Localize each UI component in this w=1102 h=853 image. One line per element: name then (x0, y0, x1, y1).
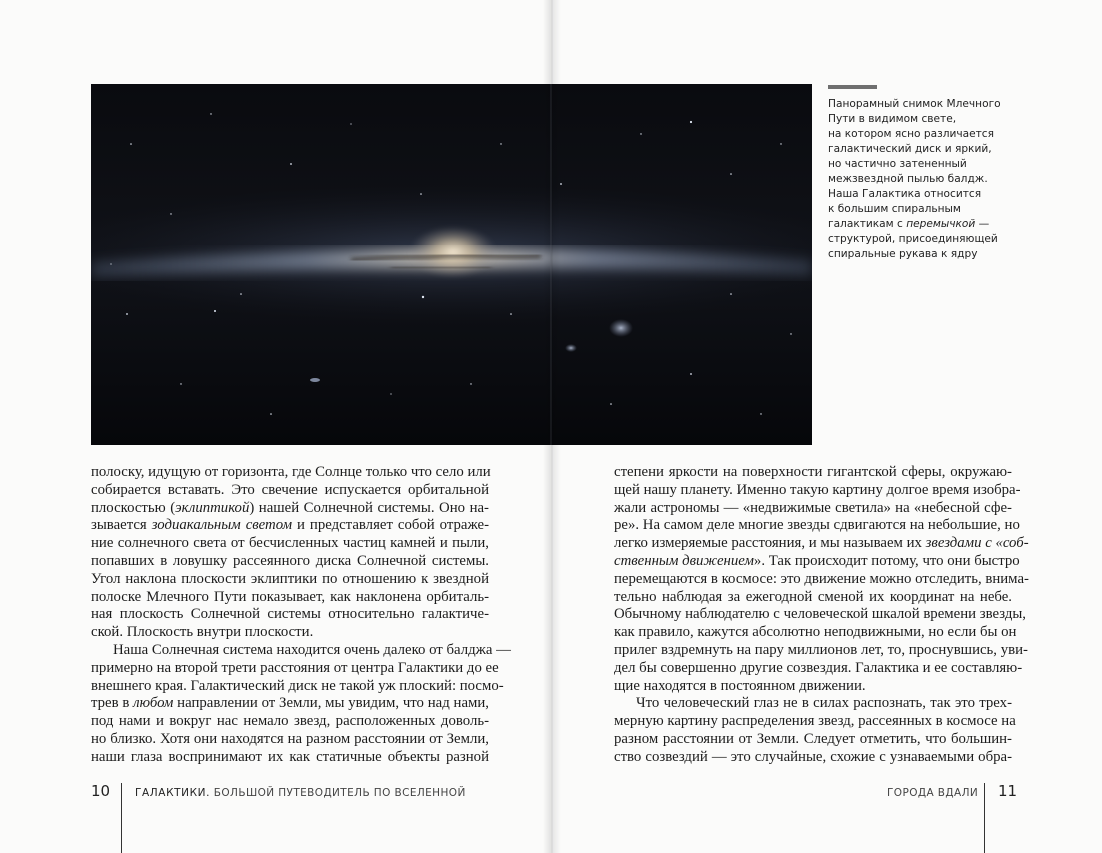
caption-line (828, 217, 1018, 232)
text-run: плоскостью ( (91, 499, 176, 516)
text-line: разном расстоянии от Земли. Следует отметить, что большин- (614, 730, 1012, 747)
text-line: тельно наблюдая за ежегодной сменой их координат на небе. (614, 588, 1012, 605)
text-run: ) нашей Солнечной системы. Оно на- (249, 499, 489, 516)
text-line: Угол наклона плоскости эклиптики по отношению к звездной (91, 570, 489, 587)
italic-term: звездами с «соб- (925, 535, 1029, 552)
caption-line: межзвездной пылью балдж. (828, 173, 988, 185)
running-head-right: ГОРОДА ВДАЛИ (887, 787, 979, 799)
italic-term: ственным движением (614, 552, 754, 569)
caption-text: галактикам с (828, 218, 907, 230)
caption-line: Наша Галактика относится (828, 188, 982, 200)
caption-line: на котором ясно различается (828, 128, 994, 140)
caption-line: спиральные рукава к ядру (828, 248, 978, 260)
text-line: примерно на второй трети расстояния от центра Галактики до ее (91, 659, 499, 676)
text-line: степени яркости на поверхности гигантской сферы, окружаю- (614, 464, 1012, 480)
footer-rule-left (121, 783, 122, 853)
text-line: попавших в ловушку рассеянного диска Солнечной системы. (91, 552, 489, 569)
text-line: но близко. Хотя они находятся на разном расстоянии от Земли, (91, 730, 489, 747)
caption-rule (828, 85, 877, 89)
text-line: наши глаза воспринимают их как статичные объекты разной (91, 748, 489, 765)
book-spine-shadow (543, 0, 561, 853)
running-head-left (135, 787, 466, 799)
text-line: прилег вздремнуть на пару миллионов лет, то, проснувшись, уви- (614, 641, 1028, 658)
text-line: внешнего края. Галактический диск не такой уж плоский: посмо- (91, 677, 504, 694)
right-page-number: 11 (998, 782, 1018, 800)
text-line: Обычному наблюдателю с человеческой шкалой времени звезды, (614, 606, 1026, 623)
book-subtitle: БОЛЬШОЙ ПУТЕВОДИТЕЛЬ ПО ВСЕЛЕННОЙ (210, 787, 466, 799)
text-line: Что человеческий глаз не в силах распознать, так это трех- (636, 695, 1012, 712)
text-line: щие находятся в постоянном движении. (614, 677, 866, 694)
text-line (614, 535, 1029, 553)
text-line: ная плоскость Солнечной системы относительно галактиче- (91, 606, 489, 623)
text-line: собирается вставать. Это свечение испускается орбитальной (91, 481, 489, 498)
text-line: под нами и вокруг нас немало звезд, расположенных доволь- (91, 713, 489, 730)
left-page-number: 10 (91, 782, 111, 800)
footer-rule-right (984, 783, 985, 853)
caption-text: — (975, 218, 990, 230)
text-run: зывается (91, 517, 152, 534)
text-line (91, 500, 489, 518)
text-line (91, 517, 489, 535)
text-line (614, 552, 1020, 571)
text-run: ». Так происходит потому, что они быстро (753, 552, 1020, 569)
text-line: дел бы совершенно другие созвездия. Галактика и ее составляю- (614, 659, 1023, 676)
right-body-text (614, 464, 1029, 767)
text-line: ской. Плоскость внутри плоскости. (91, 624, 314, 641)
left-body-text (91, 464, 511, 767)
book-title: ГАЛАКТИКИ. (135, 787, 211, 799)
caption-line: структурой, присоединяющей (828, 233, 998, 245)
text-run: направлении от Земли, мы увидим, что над нами, (173, 695, 489, 712)
caption-line: Пути в видимом свете, (828, 113, 957, 125)
text-line: ние солнечного света от бесчисленных частиц камней и пыли, (91, 535, 489, 552)
text-line: Наша Солнечная система находится очень далеко от балджа — (113, 641, 511, 658)
caption-line: Панорамный снимок Млечного (828, 98, 1001, 110)
text-run: трев в (91, 695, 134, 712)
text-line: мерную картину распределения звезд, рассеянных в космосе на (614, 713, 1016, 730)
text-line: ре». На самом деле многие звезды сдвигаются на небольшие, но (614, 517, 1020, 534)
text-line: как правило, кажутся абсолютно неподвижными, но если бы он (614, 624, 1017, 641)
italic-term: любом (133, 695, 174, 712)
italic-term: зодиакальным светом (151, 517, 293, 534)
text-line: жали астрономы — «недвижимые светила» на «небесной сфе- (614, 499, 1012, 516)
italic-term: эклиптикой (175, 499, 250, 516)
text-line: ство созвездий — это случайные, схожие с узнаваемыми обра- (614, 748, 1012, 765)
caption-line: галактический диск и яркий, (828, 143, 992, 155)
caption-emphasis: перемычкой (906, 218, 976, 230)
text-line: полоске Млечного Пути показывает, как наклонена орбиталь- (91, 588, 489, 605)
text-line: щей нашу планету. Именно такую картину долгое время изобра- (614, 481, 1021, 498)
image-caption (828, 97, 1018, 262)
text-line: перемещаются в космосе: это движение можно отследить, внима- (614, 570, 1029, 587)
milky-way-panorama-image (91, 84, 812, 445)
caption-line: к большим спиральным (828, 203, 961, 215)
caption-line: но частично затененный (828, 158, 967, 170)
text-line (91, 695, 489, 713)
text-run: и представляет собой отраже- (292, 517, 490, 534)
text-line: полоску, идущую от горизонта, где Солнце только что село или (91, 464, 491, 480)
text-run: легко измеряемые расстояния, и мы называем их (614, 535, 926, 552)
